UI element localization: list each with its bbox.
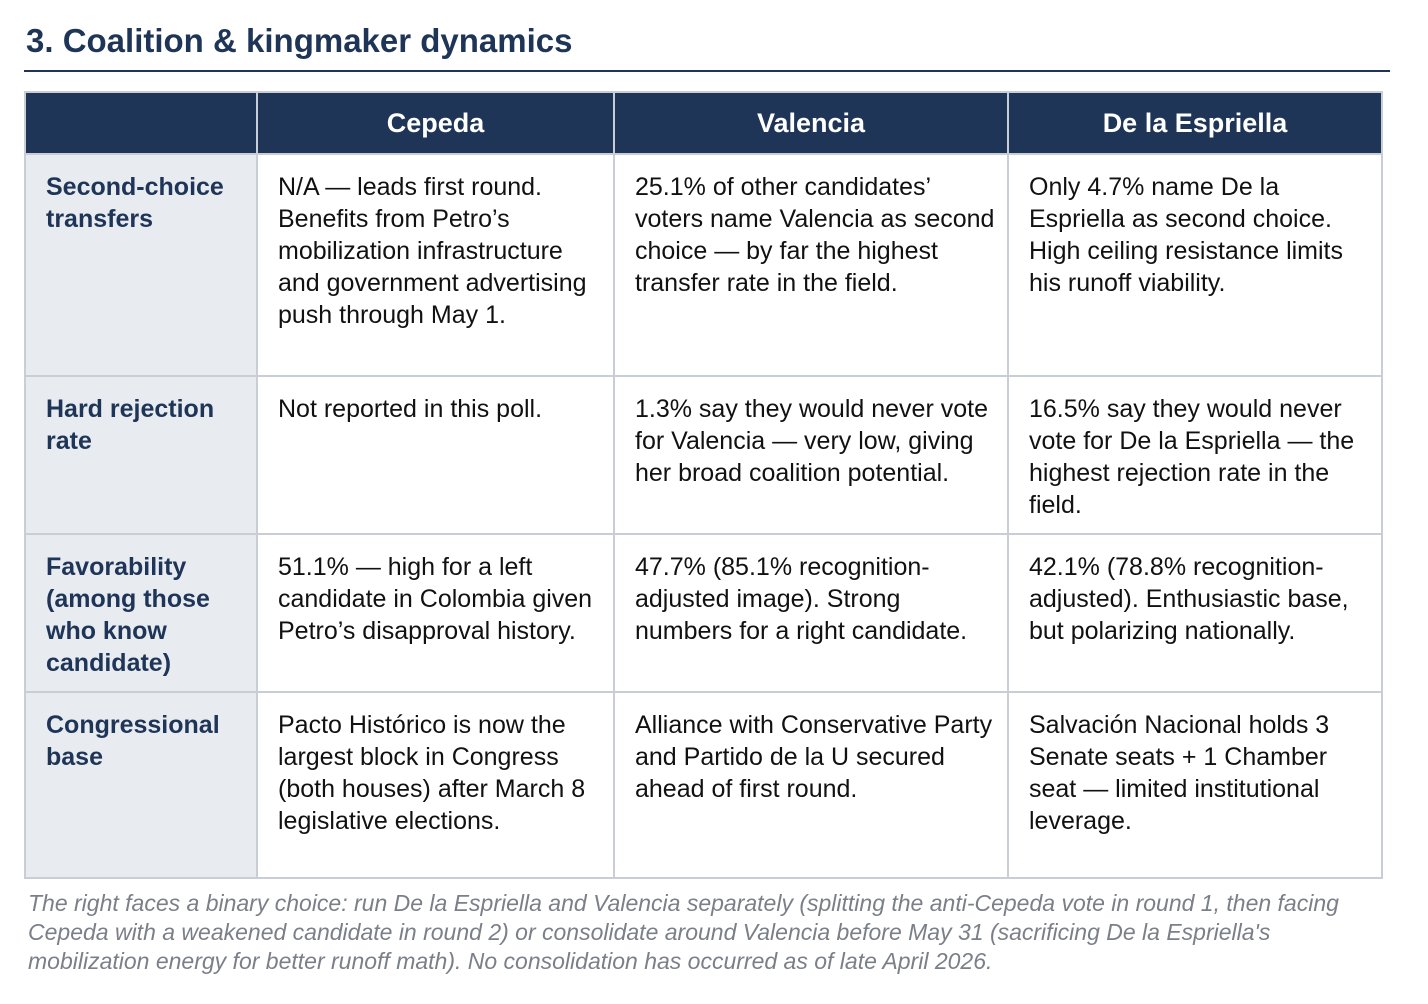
table-row-favorability bbox=[25, 534, 1382, 692]
table-cell: Salvación Nacional holds 3 Senate seats + 1 Chamber seat — limited institutional leverage. bbox=[1008, 692, 1382, 878]
table-cell: Not reported in this poll. bbox=[257, 376, 614, 534]
document-page bbox=[24, 18, 1390, 976]
title-divider bbox=[24, 70, 1390, 72]
table-footnote: The right faces a binary choice: run De la Espriella and Valencia separately (splitting the anti-Cepeda vote in round 1, then facing Cepeda with a weakened candidate in round 2) or consolidate around Valencia before May 31 (sacrificing De la Espriella's mobilization energy for better runoff math). No consolidation has occurred as of late April 2026. bbox=[28, 890, 1339, 974]
table-row-hard-rejection-rate bbox=[25, 376, 1382, 534]
table-cell: Only 4.7% name De la Espriella as second choice. High ceiling resistance limits his runoff viability. bbox=[1008, 154, 1382, 376]
row-label: Congressional base bbox=[25, 692, 257, 878]
row-label: Hard rejection rate bbox=[25, 376, 257, 534]
row-label: Second-choice transfers bbox=[25, 154, 257, 376]
table-cell: 25.1% of other candidates’ voters name Valencia as second choice — by far the highest transfer rate in the field. bbox=[614, 154, 1008, 376]
table-header-row bbox=[25, 92, 1382, 154]
column-header-cepeda: Cepeda bbox=[257, 92, 614, 154]
table-cell: 1.3% say they would never vote for Valencia — very low, giving her broad coalition potential. bbox=[614, 376, 1008, 534]
row-label: Favorability (among those who know candidate) bbox=[25, 534, 257, 692]
column-header-valencia: Valencia bbox=[614, 92, 1008, 154]
table-cell: 47.7% (85.1% recognition-adjusted image). Strong numbers for a right candidate. bbox=[614, 534, 1008, 692]
table-cell: Pacto Histórico is now the largest block in Congress (both houses) after March 8 legislative elections. bbox=[257, 692, 614, 878]
table-cell: N/A — leads first round. Benefits from Petro’s mobilization infrastructure and government advertising push through May 1. bbox=[257, 154, 614, 376]
table-cell: Alliance with Conservative Party and Partido de la U secured ahead of first round. bbox=[614, 692, 1008, 878]
section-title: 3. Coalition & kingmaker dynamics bbox=[26, 22, 573, 59]
header-corner-cell bbox=[25, 92, 257, 154]
column-header-de-la-espriella: De la Espriella bbox=[1008, 92, 1382, 154]
table-cell: 51.1% — high for a left candidate in Colombia given Petro’s disapproval history. bbox=[257, 534, 614, 692]
coalition-dynamics-table bbox=[24, 91, 1383, 879]
table-cell: 16.5% say they would never vote for De la Espriella — the highest rejection rate in the field. bbox=[1008, 376, 1382, 534]
table-row-congressional-base bbox=[25, 692, 1382, 878]
table-row-second-choice-transfers bbox=[25, 154, 1382, 376]
table-cell: 42.1% (78.8% recognition-adjusted). Enthusiastic base, but polarizing nationally. bbox=[1008, 534, 1382, 692]
